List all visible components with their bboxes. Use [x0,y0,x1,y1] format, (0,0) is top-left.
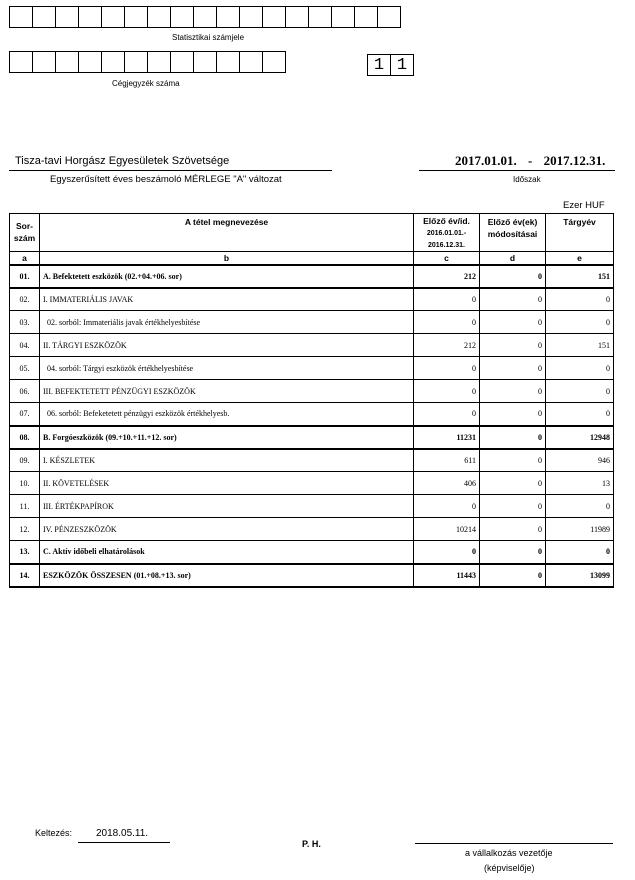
modification-value: 0 [480,380,546,403]
previous-year-value: 212 [414,265,480,288]
row-number: 04. [10,334,40,357]
table-row [10,403,614,426]
row-number: 08. [10,426,40,449]
signer-line1: a vállalkozás vezetője [465,848,553,858]
item-name: 04. sorból: Tárgyi eszközök értékhelyesbítése [40,357,414,380]
current-year-value: 946 [546,449,614,472]
company-reg-box [9,51,33,73]
balance-sheet-table [9,213,614,588]
modification-value: 0 [480,449,546,472]
header-row-number-line1: Sor- [16,221,33,231]
header-mod-line1: Előző év(ek) [487,217,538,227]
item-name: III. BEFEKTETETT PÉNZÜGYI ESZKÖZÖK [40,380,414,403]
table-row [10,472,614,495]
company-reg-boxes [9,51,285,73]
previous-year-value: 212 [414,334,480,357]
org-name: Tisza-tavi Horgász Egyesületek Szövetsége [15,155,230,167]
current-year-value: 0 [546,357,614,380]
stat-number-label: Statisztikai számjele [172,33,245,42]
date-value: 2018.05.11. [96,828,149,839]
current-year-value: 0 [546,403,614,426]
stat-number-boxes [9,6,400,28]
modification-value: 0 [480,403,546,426]
table-row [10,288,614,311]
header-row-number-line2: szám [13,233,36,243]
previous-year-value: 0 [414,495,480,518]
modification-value: 0 [480,426,546,449]
stat-number-box [124,6,148,28]
stat-number-box [55,6,79,28]
current-year-value: 0 [546,495,614,518]
stat-number-box [285,6,309,28]
company-reg-code-box: 1 [390,54,414,76]
previous-year-value: 11231 [414,426,480,449]
item-name: II. KÖVETELÉSEK [40,472,414,495]
previous-year-value: 0 [414,403,480,426]
stat-number-box [331,6,355,28]
company-reg-box [216,51,240,73]
row-number: 06. [10,380,40,403]
previous-year-value: 10214 [414,518,480,541]
item-name: ESZKÖZÖK ÖSSZESEN (01.+08.+13. sor) [40,564,414,587]
table-row [10,495,614,518]
row-number: 12. [10,518,40,541]
row-number: 01. [10,265,40,288]
table-row [10,357,614,380]
period [455,153,605,169]
company-reg-box [170,51,194,73]
period-end: 2017.12.31. [543,153,606,168]
modification-value: 0 [480,472,546,495]
current-year-value: 0 [546,541,614,564]
current-year-value: 13099 [546,564,614,587]
modification-value: 0 [480,518,546,541]
stamp-label: P. H. [302,839,321,849]
stat-number-box [170,6,194,28]
row-number: 07. [10,403,40,426]
row-number: 13. [10,541,40,564]
company-reg-box [193,51,217,73]
unit-label: Ezer HUF [563,200,605,211]
modification-value: 0 [480,495,546,518]
letter-b: b [40,252,414,265]
current-year-value: 0 [546,311,614,334]
letter-c: c [414,252,480,265]
org-name-underline [9,170,332,171]
table-row [10,541,614,564]
row-number: 14. [10,564,40,587]
company-reg-box [239,51,263,73]
modification-value: 0 [480,334,546,357]
modification-value: 0 [480,288,546,311]
previous-year-value: 0 [414,380,480,403]
modification-value: 0 [480,541,546,564]
item-name: II. TÁRGYI ESZKÖZÖK [40,334,414,357]
row-number: 02. [10,288,40,311]
modification-value: 0 [480,357,546,380]
company-reg-label: Cégjegyzék száma [112,79,180,88]
stat-number-box [9,6,33,28]
item-name: 06. sorból: Befeketetett pénzügyi eszközök értékhelyesb. [40,403,414,426]
period-label: Időszak [513,175,541,184]
stat-number-box [216,6,240,28]
stat-number-box [78,6,102,28]
header-current-year: Tárgyév [546,214,614,252]
stat-number-box [354,6,378,28]
current-year-value: 13 [546,472,614,495]
period-start: 2017.01.01. [455,153,517,168]
table-row [10,564,614,587]
stat-number-box [262,6,286,28]
previous-year-value: 611 [414,449,480,472]
previous-year-value: 0 [414,288,480,311]
table-row [10,449,614,472]
letter-a: a [10,252,40,265]
row-number: 09. [10,449,40,472]
company-reg-box [262,51,286,73]
item-name: IV. PÉNZESZKÖZÖK [40,518,414,541]
item-name: A. Befektetett eszközök (02.+04.+06. sor) [40,265,414,288]
period-separator: - [528,153,533,168]
date-underline [78,842,170,843]
header-mod-line2: módosításai [487,229,538,239]
item-name: 02. sorból: Immateriális javak értékhelyesbítése [40,311,414,334]
header-prev-line3: 2016.12.31. [428,242,465,249]
header-modifications [480,214,546,252]
previous-year-value: 11443 [414,564,480,587]
item-name: I. IMMATERIÁLIS JAVAK [40,288,414,311]
company-reg-box [147,51,171,73]
current-year-value: 151 [546,334,614,357]
company-reg-box [78,51,102,73]
header-prev-line1: Előző év/id. [423,216,470,226]
current-year-value: 11989 [546,518,614,541]
stat-number-box [147,6,171,28]
report-title: Egyszerűsített éves beszámoló MÉRLEGE "A" változat [50,174,282,185]
signer-line2: (képviselője) [484,863,535,873]
table-row [10,334,614,357]
company-reg-box [124,51,148,73]
previous-year-value: 0 [414,541,480,564]
current-year-value: 151 [546,265,614,288]
stat-number-box [239,6,263,28]
header-row-number [10,214,40,252]
company-reg-box [55,51,79,73]
signature-line [415,843,613,844]
modification-value: 0 [480,265,546,288]
header-item-name: A tétel megnevezése [40,214,414,252]
table-row [10,311,614,334]
previous-year-value: 0 [414,311,480,334]
stat-number-box [101,6,125,28]
row-number: 11. [10,495,40,518]
table-row [10,265,614,288]
header-prev-line2: 2016.01.01.- [426,230,467,237]
row-number: 03. [10,311,40,334]
current-year-value: 0 [546,288,614,311]
item-name: B. Forgóeszközök (09.+10.+11.+12. sor) [40,426,414,449]
previous-year-value: 406 [414,472,480,495]
item-name: III. ÉRTÉKPAPÍROK [40,495,414,518]
table-row [10,380,614,403]
row-number: 10. [10,472,40,495]
header-previous-year [414,214,480,252]
company-reg-box [32,51,56,73]
letter-d: d [480,252,546,265]
modification-value: 0 [480,311,546,334]
date-label: Keltezés: [35,828,73,838]
stat-number-box [193,6,217,28]
item-name: C. Aktív időbeli elhatárolások [40,541,414,564]
table-row [10,426,614,449]
item-name: I. KÉSZLETEK [40,449,414,472]
current-year-value: 12948 [546,426,614,449]
current-year-value: 0 [546,380,614,403]
letter-e: e [546,252,614,265]
table-row [10,518,614,541]
row-number: 05. [10,357,40,380]
company-reg-box [101,51,125,73]
stat-number-box [308,6,332,28]
modification-value: 0 [480,564,546,587]
stat-number-box [377,6,401,28]
company-reg-code-box: 1 [367,54,391,76]
previous-year-value: 0 [414,357,480,380]
company-reg-code-boxes [367,54,413,76]
stat-number-box [32,6,56,28]
period-underline [419,170,615,171]
